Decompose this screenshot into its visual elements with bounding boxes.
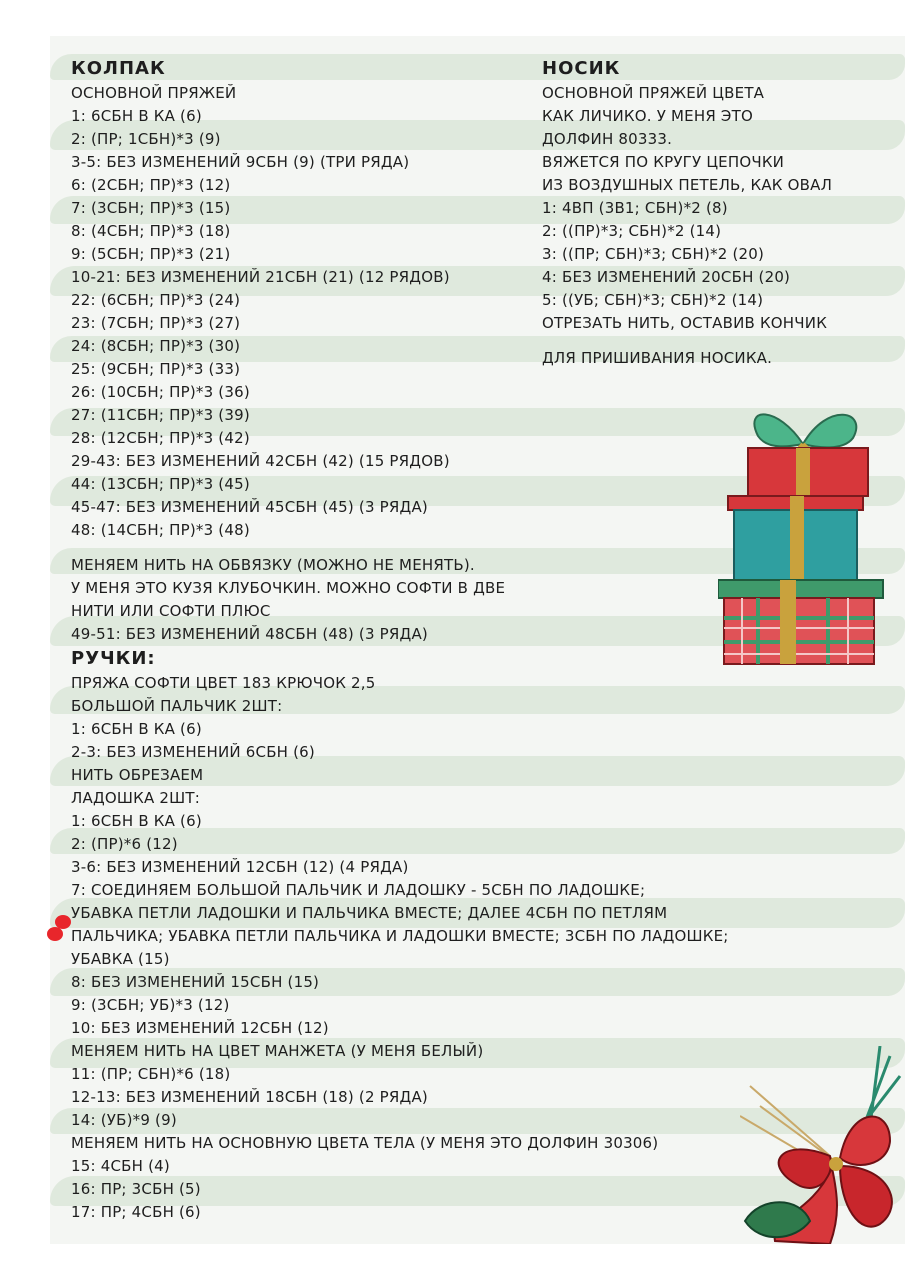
kolpak-line: ОСНОВНОЙ ПРЯЖЕЙ bbox=[71, 84, 237, 102]
ruchki-line: МЕНЯЕМ НИТЬ НА ЦВЕТ МАНЖЕТА (У МЕНЯ БЕЛЫЙ) bbox=[71, 1042, 484, 1060]
kolpak-line: 48: (14СБН; ПР)*3 (48) bbox=[71, 521, 250, 539]
ruchki-line: НИТЬ ОБРЕЗАЕМ bbox=[71, 766, 204, 784]
ruchki-line: МЕНЯЕМ НИТЬ НА ОСНОВНУЮ ЦВЕТА ТЕЛА (У МЕНЯ ЭТО ДОЛФИН 30306) bbox=[71, 1134, 659, 1152]
nosik-line: ДОЛФИН 80333. bbox=[542, 130, 673, 148]
ruchki-line: 2-3: БЕЗ ИЗМЕНЕНИЙ 6СБН (6) bbox=[71, 743, 315, 761]
kolpak-line: 8: (4СБН; ПР)*3 (18) bbox=[71, 222, 231, 240]
ruchki-line: 2: (ПР)*6 (12) bbox=[71, 835, 178, 853]
nosik-title: НОСИК bbox=[542, 58, 621, 79]
ruchki-line: ЛАДОШКА 2ШТ: bbox=[71, 789, 200, 807]
kolpak-line: 10-21: БЕЗ ИЗМЕНЕНИЙ 21СБН (21) (12 РЯДОВ) bbox=[71, 268, 450, 286]
ruchki-line: 12-13: БЕЗ ИЗМЕНЕНИЙ 18СБН (18) (2 РЯДА) bbox=[71, 1088, 428, 1106]
ruchki-line: УБАВКА (15) bbox=[71, 950, 170, 968]
nosik-line: ИЗ ВОЗДУШНЫХ ПЕТЕЛЬ, КАК ОВАЛ bbox=[542, 176, 833, 194]
kolpak-line: 26: (10СБН; ПР)*3 (36) bbox=[71, 383, 250, 401]
kolpak-line: 22: (6СБН; ПР)*3 (24) bbox=[71, 291, 241, 309]
ruchki-line: 11: (ПР; СБН)*6 (18) bbox=[71, 1065, 231, 1083]
kolpak-line: 7: (3СБН; ПР)*3 (15) bbox=[71, 199, 231, 217]
ruchki-line: ПАЛЬЧИКА; УБАВКА ПЕТЛИ ПАЛЬЧИКА И ЛАДОШКИ ВМЕСТЕ; 3СБН ПО ЛАДОШКЕ; bbox=[71, 927, 729, 945]
nosik-line: 4: БЕЗ ИЗМЕНЕНИЙ 20СБН (20) bbox=[542, 268, 791, 286]
nosik-last-line: ДЛЯ ПРИШИВАНИЯ НОСИКА. bbox=[542, 349, 773, 367]
nosik-line: КАК ЛИЧИКО. У МЕНЯ ЭТО bbox=[542, 107, 753, 125]
kolpak-note-line: У МЕНЯ ЭТО КУЗЯ КЛУБОЧКИН. МОЖНО СОФТИ В ДВЕ bbox=[71, 579, 506, 597]
ruchki-line: 14: (УБ)*9 (9) bbox=[71, 1111, 177, 1129]
nosik-line: 3: ((ПР; СБН)*3; СБН)*2 (20) bbox=[542, 245, 765, 263]
pattern-page bbox=[50, 36, 905, 1244]
kolpak-line: 28: (12СБН; ПР)*3 (42) bbox=[71, 429, 250, 447]
kolpak-title: КОЛПАК bbox=[71, 58, 166, 79]
kolpak-line: 25: (9СБН; ПР)*3 (33) bbox=[71, 360, 241, 378]
kolpak-line: 2: (ПР; 1СБН)*3 (9) bbox=[71, 130, 221, 148]
ruchki-line: 1: 6СБН В КА (6) bbox=[71, 812, 202, 830]
kolpak-line: 1: 6СБН В КА (6) bbox=[71, 107, 202, 125]
kolpak-line: 3-5: БЕЗ ИЗМЕНЕНИЙ 9СБН (9) (ТРИ РЯДА) bbox=[71, 153, 410, 171]
kolpak-line: 24: (8СБН; ПР)*3 (30) bbox=[71, 337, 241, 355]
ruchki-line: 3-6: БЕЗ ИЗМЕНЕНИЙ 12СБН (12) (4 РЯДА) bbox=[71, 858, 409, 876]
ruchki-title: РУЧКИ: bbox=[71, 648, 156, 669]
nosik-line: ОТРЕЗАТЬ НИТЬ, ОСТАВИВ КОНЧИК bbox=[542, 314, 828, 332]
nosik-line: 1: 4ВП (3В1; СБН)*2 (8) bbox=[542, 199, 728, 217]
ruchki-line: 10: БЕЗ ИЗМЕНЕНИЙ 12СБН (12) bbox=[71, 1019, 329, 1037]
ruchki-line: БОЛЬШОЙ ПАЛЬЧИК 2ШТ: bbox=[71, 697, 283, 715]
ruchki-line: 9: (3СБН; УБ)*3 (12) bbox=[71, 996, 230, 1014]
ruchki-line: 16: ПР; 3СБН (5) bbox=[71, 1180, 201, 1198]
spacer bbox=[542, 335, 902, 347]
red-mark-icon bbox=[46, 912, 74, 944]
ruchki-line: 8: БЕЗ ИЗМЕНЕНИЙ 15СБН (15) bbox=[71, 973, 320, 991]
nosik-line: 2: ((ПР)*3; СБН)*2 (14) bbox=[542, 222, 722, 240]
kolpak-line: 29-43: БЕЗ ИЗМЕНЕНИЙ 42СБН (42) (15 РЯДОВ) bbox=[71, 452, 450, 470]
ruchki-line: 17: ПР; 4СБН (6) bbox=[71, 1203, 201, 1221]
kolpak-line: 9: (5СБН; ПР)*3 (21) bbox=[71, 245, 231, 263]
kolpak-line: 6: (2СБН; ПР)*3 (12) bbox=[71, 176, 231, 194]
right-column bbox=[542, 56, 902, 370]
kolpak-line: 44: (13СБН; ПР)*3 (45) bbox=[71, 475, 250, 493]
spacer bbox=[71, 542, 901, 554]
ruchki-line: 15: 4СБН (4) bbox=[71, 1157, 170, 1175]
kolpak-line: 45-47: БЕЗ ИЗМЕНЕНИЙ 45СБН (45) (3 РЯДА) bbox=[71, 498, 428, 516]
kolpak-line: 27: (11СБН; ПР)*3 (39) bbox=[71, 406, 250, 424]
nosik-line: ОСНОВНОЙ ПРЯЖЕЙ ЦВЕТА bbox=[542, 84, 765, 102]
ruchki-line: 1: 6СБН В КА (6) bbox=[71, 720, 202, 738]
nosik-line: 5: ((УБ; СБН)*3; СБН)*2 (14) bbox=[542, 291, 764, 309]
kolpak-note-line: 49-51: БЕЗ ИЗМЕНЕНИЙ 48СБН (48) (3 РЯДА) bbox=[71, 625, 428, 643]
kolpak-note-line: НИТИ ИЛИ СОФТИ ПЛЮС bbox=[71, 602, 271, 620]
ruchki-line: 7: СОЕДИНЯЕМ БОЛЬШОЙ ПАЛЬЧИК И ЛАДОШКУ - 5СБН ПО ЛАДОШКЕ; bbox=[71, 881, 646, 899]
kolpak-note-line: МЕНЯЕМ НИТЬ НА ОБВЯЗКУ (МОЖНО НЕ МЕНЯТЬ). bbox=[71, 556, 475, 574]
ruchki-line: ПРЯЖА СОФТИ ЦВЕТ 183 КРЮЧОК 2,5 bbox=[71, 674, 376, 692]
nosik-line: ВЯЖЕТСЯ ПО КРУГУ ЦЕПОЧКИ bbox=[542, 153, 785, 171]
kolpak-line: 23: (7СБН; ПР)*3 (27) bbox=[71, 314, 241, 332]
ruchki-line: УБАВКА ПЕТЛИ ЛАДОШКИ И ПАЛЬЧИКА ВМЕСТЕ; ДАЛЕЕ 4СБН ПО ПЕТЛЯМ bbox=[71, 904, 668, 922]
